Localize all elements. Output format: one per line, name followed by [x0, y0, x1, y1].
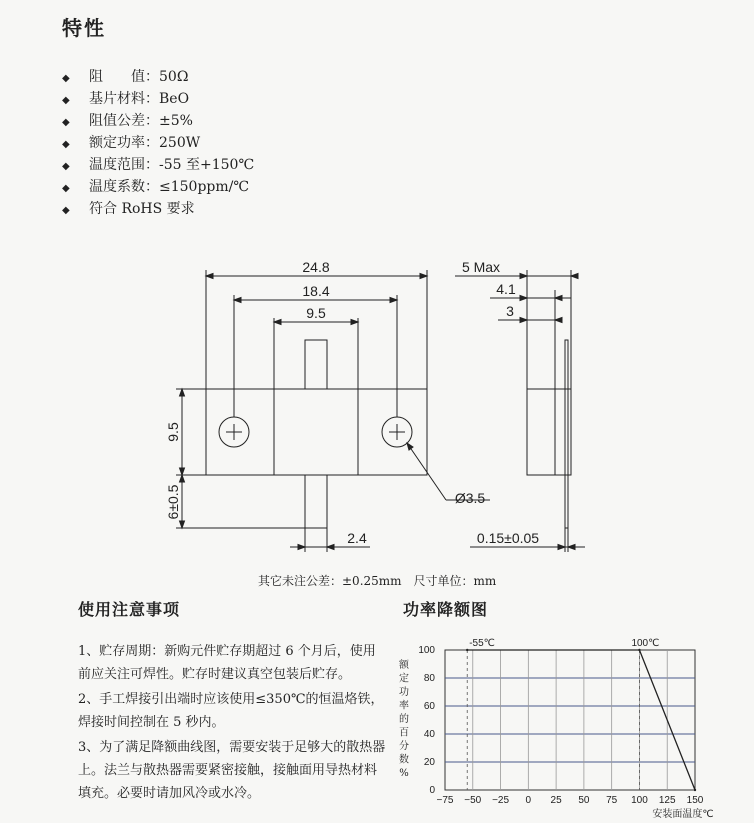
spec-label: 符合 RoHS 要求 [89, 201, 195, 217]
x-tick-label: 25 [550, 795, 562, 806]
y-tick-label: 100 [418, 645, 435, 656]
usage-heading: 使用注意事项 [78, 600, 181, 619]
diamond-bullet-icon: ◆ [62, 73, 70, 84]
spec-label: 温度范围： [89, 157, 159, 173]
usage-note: 2、手工焊接引出端时应该使用≤350℃的恒温烙铁，焊接时间控制在 5 秒内。 [78, 692, 384, 730]
diamond-bullet-icon: ◆ [62, 183, 70, 194]
y-axis-label-char: 率 [399, 700, 409, 712]
dim-label-lead-thickness: 0.15±0.05 [476, 530, 540, 546]
y-tick-label: 20 [423, 757, 435, 768]
y-tick-label: 0 [429, 785, 435, 796]
x-axis-label: 安装面温度℃ [652, 809, 714, 820]
dim-label-thickness-b: 3 [506, 303, 514, 319]
spec-item [62, 198, 254, 220]
top-lead [305, 340, 327, 389]
spec-item [62, 132, 254, 154]
y-axis-label-char: 分 [399, 741, 409, 752]
spec-list [62, 66, 254, 220]
x-tick-label: −25 [492, 795, 510, 806]
x-tick-label: 0 [525, 795, 532, 806]
bottom-lead [305, 475, 327, 528]
y-axis-label-char: % [399, 768, 409, 779]
dim-label-body-height: 9.5 [165, 422, 181, 442]
x-tick-label: 75 [606, 795, 618, 806]
page-title: 特性 [62, 16, 106, 40]
y-axis-label-char: 定 [399, 673, 409, 685]
dim-label-lead-width: 2.4 [347, 530, 367, 546]
x-tick-label: 50 [578, 795, 590, 806]
spec-label: 基片材料： [89, 91, 159, 107]
x-tick-label: 100 [631, 795, 648, 806]
y-axis-label-char: 额 [399, 660, 409, 671]
y-axis-label-char: 百 [399, 727, 409, 739]
power-derating-chart [395, 630, 725, 823]
y-tick-label: 40 [423, 729, 435, 740]
y-axis-label-char: 的 [399, 714, 409, 725]
spec-value: 250W [159, 135, 201, 151]
derating-curve-point [694, 789, 696, 791]
dim-label-max-thickness: 5 Max [461, 259, 501, 275]
x-tick-label: −50 [464, 795, 482, 806]
y-tick-label: 60 [423, 701, 435, 712]
x-tick-label: 125 [658, 795, 676, 806]
dim-label-thickness-a: 4.1 [496, 281, 516, 297]
spec-label: 阻值公差： [89, 113, 159, 129]
spec-item [62, 176, 254, 198]
usage-notes [78, 640, 388, 807]
spec-label: 额定功率： [89, 135, 159, 151]
diamond-bullet-icon: ◆ [62, 205, 70, 216]
spec-label: 阻 值： [89, 69, 159, 85]
plot-frame [445, 650, 695, 790]
x-tick-label: −75 [436, 795, 454, 806]
spec-label: 温度系数： [89, 179, 159, 195]
temperature-annotation: -55℃ [469, 638, 495, 649]
y-axis-label-char: 数 [399, 754, 409, 766]
dim-label-overall-width: 24.8 [302, 259, 330, 275]
dim-label-hole-diameter: Ø3.5 [454, 490, 486, 506]
spec-value: ±5% [159, 113, 193, 129]
dim-label-lead-length: 6±0.5 [165, 484, 181, 520]
x-tick-label: 150 [686, 795, 704, 806]
y-axis-label-char: 功 [399, 687, 409, 698]
temperature-annotation: 100℃ [631, 638, 660, 649]
spec-value: BeO [159, 91, 190, 107]
spec-item [62, 66, 254, 88]
dimension-drawing [0, 250, 754, 570]
side-view-body [527, 389, 571, 475]
y-tick-label: 80 [423, 673, 435, 684]
spec-item [62, 110, 254, 132]
usage-note: 3、为了满足降额曲线图，需要安装于足够大的散热器上。法兰与散热器需要紧密接触，接触面用导热材料填充。必要时请加风冷或水冷。 [78, 740, 386, 801]
spec-value: 50Ω [159, 69, 189, 85]
diamond-bullet-icon: ◆ [62, 161, 70, 172]
derating-curve-line [467, 650, 695, 790]
spec-value: ≤150ppm/℃ [159, 179, 250, 195]
derating-curve-point [466, 649, 468, 651]
side-view-lead [565, 340, 568, 528]
diamond-bullet-icon: ◆ [62, 139, 70, 150]
diamond-bullet-icon: ◆ [62, 95, 70, 106]
chart-title: 功率降额图 [403, 600, 489, 619]
derating-curve-point [638, 649, 640, 651]
dim-label-center-width: 9.5 [306, 305, 326, 321]
spec-value: -55 至+150℃ [159, 157, 255, 173]
diamond-bullet-icon: ◆ [62, 117, 70, 128]
tolerance-note: 其它未注公差：±0.25mm 尺寸单位：mm [258, 574, 497, 588]
right-mounting-hole-icon [382, 417, 412, 447]
spec-item [62, 88, 254, 110]
spec-item [62, 154, 254, 176]
dim-label-hole-spacing: 18.4 [302, 283, 330, 299]
usage-note: 1、贮存周期：新购元件贮存期超过 6 个月后，使用前应关注可焊性。贮存时建议真空包装后贮存。 [78, 644, 376, 682]
left-mounting-hole-icon [219, 417, 249, 447]
